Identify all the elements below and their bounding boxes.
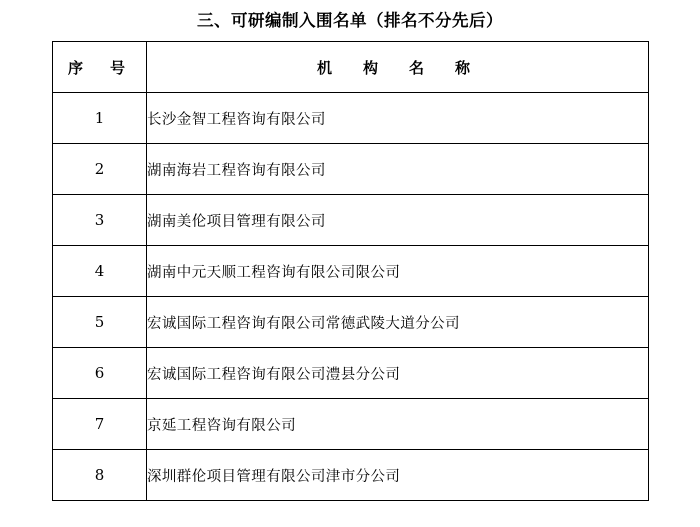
table-row <box>53 246 649 297</box>
cell-no: 5 <box>53 297 147 348</box>
table-row <box>53 399 649 450</box>
table-row <box>53 450 649 501</box>
table-row <box>53 144 649 195</box>
cell-name: 湖南海岩工程咨询有限公司 <box>147 144 649 195</box>
table-row <box>53 348 649 399</box>
cell-name: 湖南中元天顺工程咨询有限公司限公司 <box>147 246 649 297</box>
cell-name: 宏诚国际工程咨询有限公司澧县分公司 <box>147 348 649 399</box>
cell-name: 湖南美伦项目管理有限公司 <box>147 195 649 246</box>
cell-no: 2 <box>53 144 147 195</box>
cell-no: 3 <box>53 195 147 246</box>
cell-no: 4 <box>53 246 147 297</box>
cell-name: 京延工程咨询有限公司 <box>147 399 649 450</box>
cell-name: 宏诚国际工程咨询有限公司常德武陵大道分公司 <box>147 297 649 348</box>
cell-name: 长沙金智工程咨询有限公司 <box>147 93 649 144</box>
table-header-row <box>53 42 649 93</box>
shortlist-table <box>52 41 649 501</box>
cell-no: 1 <box>53 93 147 144</box>
table-header <box>53 42 649 93</box>
cell-no: 6 <box>53 348 147 399</box>
cell-name: 深圳群伦项目管理有限公司津市分公司 <box>147 450 649 501</box>
cell-no: 8 <box>53 450 147 501</box>
table-body <box>53 93 649 501</box>
table-row <box>53 195 649 246</box>
column-header-no: 序 号 <box>53 42 147 93</box>
page-title: 三、可研编制入围名单（排名不分先后） <box>197 11 503 30</box>
table-row <box>53 93 649 144</box>
table-container <box>52 41 648 501</box>
table-row <box>53 297 649 348</box>
cell-no: 7 <box>53 399 147 450</box>
column-header-name: 机 构 名 称 <box>147 42 649 93</box>
